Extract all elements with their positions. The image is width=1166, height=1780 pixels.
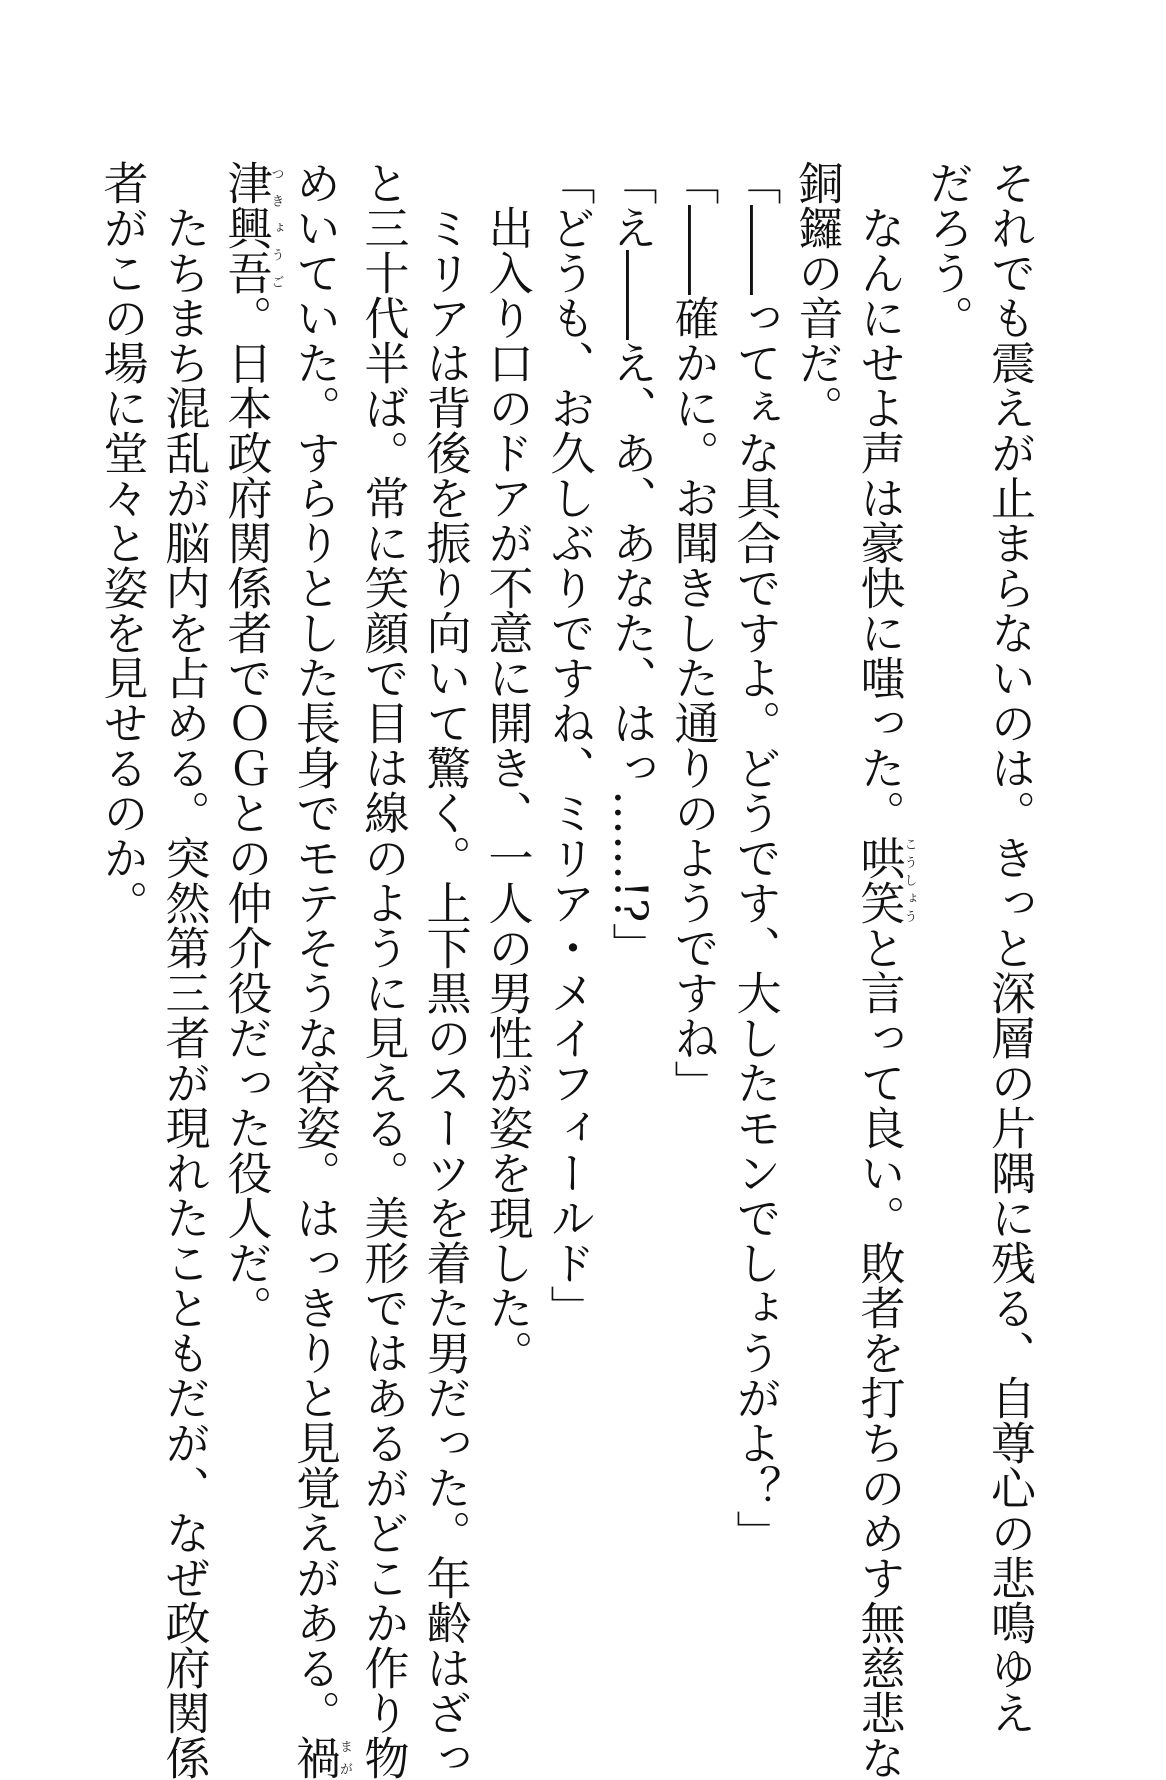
ruby-base: 禍 bbox=[288, 1735, 341, 1780]
text-run: ミリアは背後を振り向いて驚く。上下黒のスーツを着た男だった。年齢はざっ bbox=[418, 160, 472, 1780]
text-line bbox=[848, 160, 917, 1780]
text-run: たちまち混乱が脳内を占める。突然第三者が現れたこともだが、なぜ政府関係 bbox=[157, 160, 211, 1780]
text-run: 「どうも、お久しぶりですね、ミリア・メイフィールド」 bbox=[542, 160, 596, 1330]
ruby-reading: こうしょう bbox=[901, 835, 917, 925]
text-line bbox=[662, 160, 724, 1600]
text-line bbox=[538, 160, 600, 1600]
text-run: それでも震えが止まらないのは。きっと深層の片隅に残る、自尊心の悲鳴ゆえ bbox=[983, 160, 1036, 1735]
ruby-annotation bbox=[852, 835, 917, 925]
text-run: 者がこの場に堂々と姿を見せるのか。 bbox=[95, 160, 149, 925]
text-run: と三十代半ば。常に笑顔で目は線のように見える。美形ではあるがどこか作り物 bbox=[356, 160, 410, 1780]
text-line bbox=[414, 160, 476, 1780]
text-line bbox=[283, 160, 352, 1780]
text-line bbox=[153, 160, 215, 1780]
text-run: 出入り口のドアが不意に開き、一人の男性が姿を現した。 bbox=[480, 160, 534, 1375]
ruby-annotation bbox=[219, 160, 284, 295]
text-run: 「――ってぇな具合ですよ。どうです、大したモンでしょうがよ？」 bbox=[728, 160, 782, 1555]
ruby-base: 津興吾 bbox=[219, 160, 273, 295]
text-run: だろう。 bbox=[921, 160, 974, 340]
text-line bbox=[215, 160, 284, 1600]
vertical-text-body bbox=[91, 160, 1041, 1780]
text-run: 「え――え、あ、あなた、はっ……!?」 bbox=[604, 160, 658, 968]
text-line bbox=[916, 160, 978, 1600]
text-run: 銅鑼の音だ。 bbox=[790, 160, 844, 430]
text-line bbox=[352, 160, 414, 1780]
text-line bbox=[786, 160, 848, 1600]
text-line bbox=[600, 160, 662, 1600]
ruby-base: 哄笑 bbox=[852, 835, 906, 925]
text-run: 。日本政府関係者でＯＧとの仲介役だった役人だ。 bbox=[219, 295, 273, 1330]
text-line bbox=[476, 160, 538, 1600]
text-run: 「――確かに。お聞きした通りのようですね」 bbox=[666, 160, 720, 1105]
text-run: と言って良い。敗者を打ちのめす無慈悲な bbox=[852, 925, 906, 1780]
text-line bbox=[91, 160, 153, 1600]
ruby-reading: つきょうご bbox=[268, 160, 284, 295]
text-line bbox=[724, 160, 786, 1600]
text-line bbox=[978, 160, 1040, 1735]
ruby-annotation bbox=[288, 1735, 352, 1780]
text-run: めいていた。すらりとした長身でモテそうな容姿。はっきりと見覚えがある。 bbox=[288, 160, 341, 1735]
ruby-reading: まが bbox=[337, 1735, 352, 1780]
text-run: なんにせよ声は豪快に嗤った。 bbox=[852, 160, 906, 835]
